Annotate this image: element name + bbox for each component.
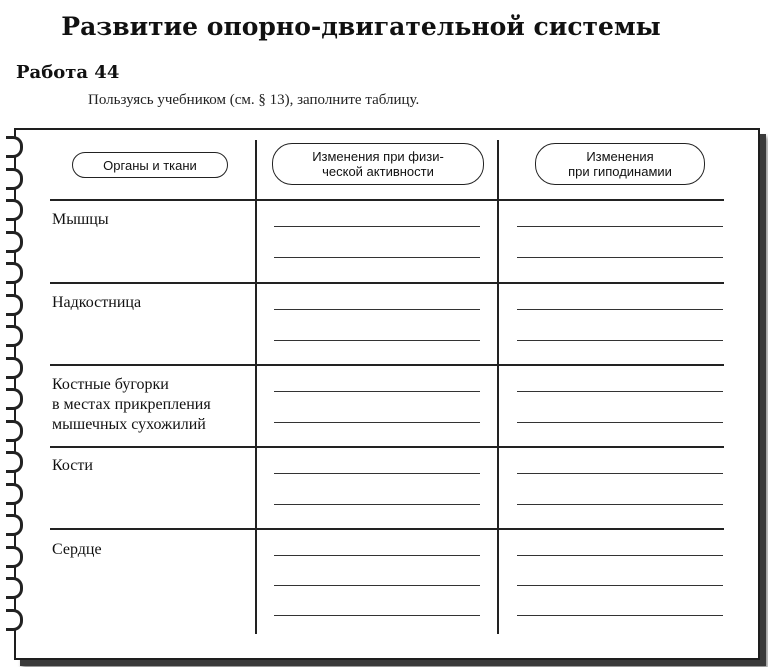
row-divider xyxy=(50,446,724,448)
page-title: Развитие опорно-двигательной системы xyxy=(61,12,661,41)
organ-label-periosteum: Надкостница xyxy=(52,294,142,311)
answer-line[interactable] xyxy=(274,309,480,310)
header-hypodynamia xyxy=(535,143,705,185)
organ-label-bones: Кости xyxy=(52,457,93,474)
answer-line[interactable] xyxy=(517,504,723,505)
answer-line[interactable] xyxy=(274,504,480,505)
organ-label-muscles: Мышцы xyxy=(52,211,109,228)
column-divider-2 xyxy=(497,140,499,634)
spiral-ring xyxy=(6,420,23,442)
answer-line[interactable] xyxy=(274,473,480,474)
answer-line[interactable] xyxy=(274,391,480,392)
header-hypo-line2: при гиподинамии xyxy=(568,164,672,179)
row-divider xyxy=(50,364,724,366)
answer-line[interactable] xyxy=(274,340,480,341)
spiral-ring xyxy=(6,231,23,253)
answer-line[interactable] xyxy=(274,615,480,616)
row-divider xyxy=(50,528,724,530)
work-number: Работа 44 xyxy=(16,62,120,83)
column-divider-1 xyxy=(255,140,257,634)
header-activity-line1: Изменения при физи- xyxy=(312,149,444,164)
header-organs-label: Органы и ткани xyxy=(103,157,197,173)
header-physical-activity xyxy=(272,143,484,185)
answer-line[interactable] xyxy=(517,422,723,423)
instruction-text: Пользуясь учебником (см. § 13), заполните таблицу. xyxy=(88,92,420,108)
answer-line[interactable] xyxy=(517,340,723,341)
organ-label-bone-tubercles: Костные бугорки в местах прикрепления мышечных сухожилий xyxy=(52,376,211,433)
organ-label-heart: Сердце xyxy=(52,541,102,558)
spiral-ring xyxy=(6,294,23,316)
answer-line[interactable] xyxy=(517,257,723,258)
row-divider xyxy=(50,199,724,201)
answer-line[interactable] xyxy=(517,473,723,474)
answer-line[interactable] xyxy=(517,309,723,310)
header-activity-line2: ческой активности xyxy=(322,164,434,179)
spiral-ring xyxy=(6,357,23,379)
answer-line[interactable] xyxy=(274,226,480,227)
answer-line[interactable] xyxy=(517,615,723,616)
spiral-ring xyxy=(6,483,23,505)
answer-line[interactable] xyxy=(274,257,480,258)
answer-line[interactable] xyxy=(274,555,480,556)
spiral-ring xyxy=(6,546,23,568)
spiral-ring xyxy=(6,168,23,190)
answer-line[interactable] xyxy=(274,422,480,423)
spiral-ring xyxy=(6,609,23,631)
row-divider xyxy=(50,282,724,284)
answer-line[interactable] xyxy=(517,226,723,227)
answer-line[interactable] xyxy=(517,391,723,392)
answer-line[interactable] xyxy=(517,555,723,556)
answer-line[interactable] xyxy=(274,585,480,586)
header-hypo-line1: Изменения xyxy=(586,149,654,164)
answer-line[interactable] xyxy=(517,585,723,586)
header-organs xyxy=(72,152,228,178)
